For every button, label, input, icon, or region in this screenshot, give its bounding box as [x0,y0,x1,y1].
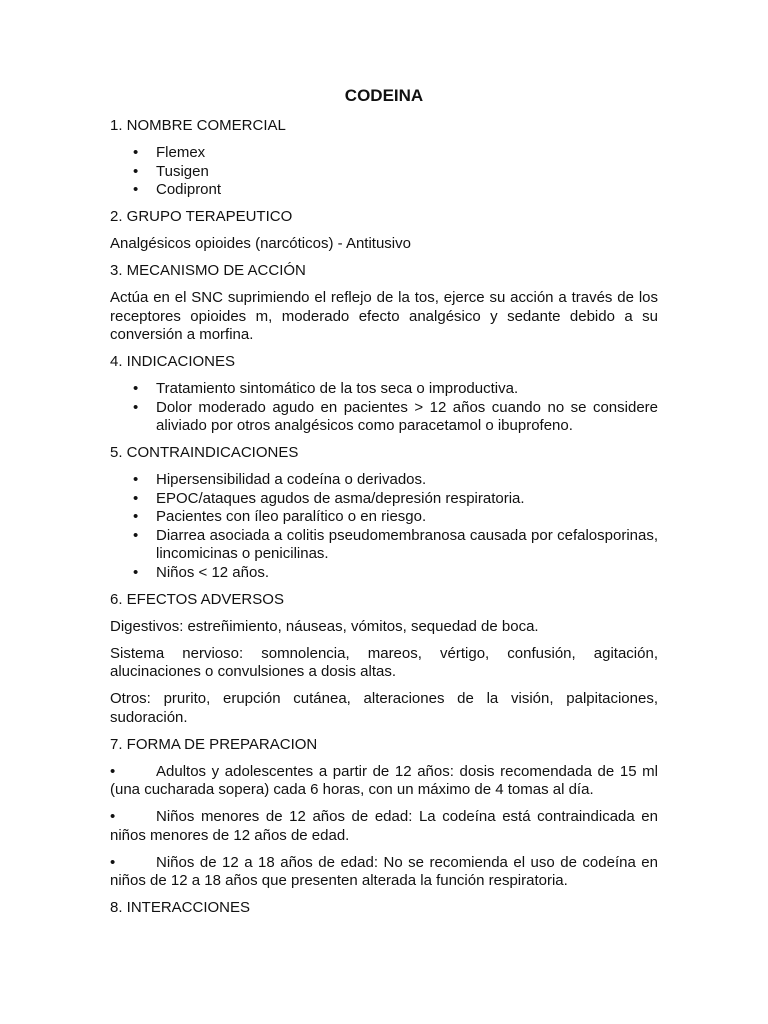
bullet-icon: • [133,508,139,525]
bullet-icon: • [133,162,139,180]
list-item: • Tratamiento sintomático de la tos seca o improductiva. [133,380,519,397]
bullet-icon: • [133,471,139,488]
list-item: • Niños < 12 años. [133,563,269,581]
preparacion-item: • Niños menores de 12 años de edad: La codeína está contraindicada en niños menores de 12 años de edad. [110,808,658,844]
list-item: • Dolor moderado agudo en pacientes > 12 años cuando no se considere aliviado por otros analgésicos como paracetamol o ibuprofeno. [133,398,658,434]
section-heading-efectos-adversos: 6. EFECTOS ADVERSOS [110,590,284,608]
section-heading-mecanismo: 3. MECANISMO DE ACCIÓN [110,262,306,279]
indicaciones-list [110,380,658,436]
section-heading-indicaciones: 4. INDICACIONES [110,353,236,370]
list-item: • Pacientes con íleo paralítico o en riesgo. [133,508,427,525]
efectos-otros: Otros: prurito, erupción cutánea, alteraciones de la visión, palpitaciones, sudoración. [110,690,658,726]
mecanismo-text: Actúa en el SNC suprimiendo el reflejo de la tos, ejerce su acción a través de los receptores opioides m, moderado efecto analgésico y sedante debido a su conversión a morfina. [110,289,658,343]
list-item: • Flemex [133,144,206,161]
bullet-icon: • [133,380,139,397]
bullet-icon: • [110,762,116,780]
bullet-icon: • [110,853,116,871]
document-title: CODEINA [344,86,424,105]
list-item: • Tusigen [133,162,209,180]
section-heading-contraindicaciones: 5. CONTRAINDICACIONES [110,444,299,461]
section-heading-grupo-terapeutico: 2. GRUPO TERAPEUTICO [110,208,293,225]
efectos-digestivos: Digestivos: estreñimiento, náuseas, vómitos, sequedad de boca. [110,617,539,635]
bullet-icon: • [133,563,139,581]
list-item: • Codipront [133,181,222,198]
bullet-icon: • [133,181,139,198]
nombre-comercial-list [110,144,658,200]
bullet-icon: • [133,398,139,416]
bullet-icon: • [133,489,139,507]
list-item: • Hipersensibilidad a codeína o derivados. [133,471,427,488]
bullet-icon: • [133,144,139,161]
bullet-icon: • [110,808,116,825]
section-heading-interacciones: 8. INTERACCIONES [110,899,251,916]
section-heading-nombre-comercial: 1. NOMBRE COMERCIAL [110,117,286,134]
list-item: • EPOC/ataques agudos de asma/depresión respiratoria. [133,489,525,507]
contraindicaciones-list [110,471,658,582]
list-item: • Diarrea asociada a colitis pseudomembranosa causada por cefalosporinas, lincomicinas o penicilinas. [133,526,658,562]
preparacion-item: • Adultos y adolescentes a partir de 12 años: dosis recomendada de 15 ml (una cucharada sopera) cada 6 horas, con un máximo de 4 tomas al día. [110,762,658,798]
document-body [110,117,658,926]
section-heading-forma-preparacion: 7. FORMA DE PREPARACION [110,735,318,753]
bullet-icon: • [133,526,139,544]
efectos-sistema-nervioso: Sistema nervioso: somnolencia, mareos, vértigo, confusión, agitación, alucinaciones o convulsiones a dosis altas. [110,644,658,680]
grupo-terapeutico-text: Analgésicos opioides (narcóticos) - Antitusivo [110,235,411,252]
preparacion-item: • Niños de 12 a 18 años de edad: No se recomienda el uso de codeína en niños de 12 a 18 años que presenten alterada la función respiratoria. [110,853,658,889]
